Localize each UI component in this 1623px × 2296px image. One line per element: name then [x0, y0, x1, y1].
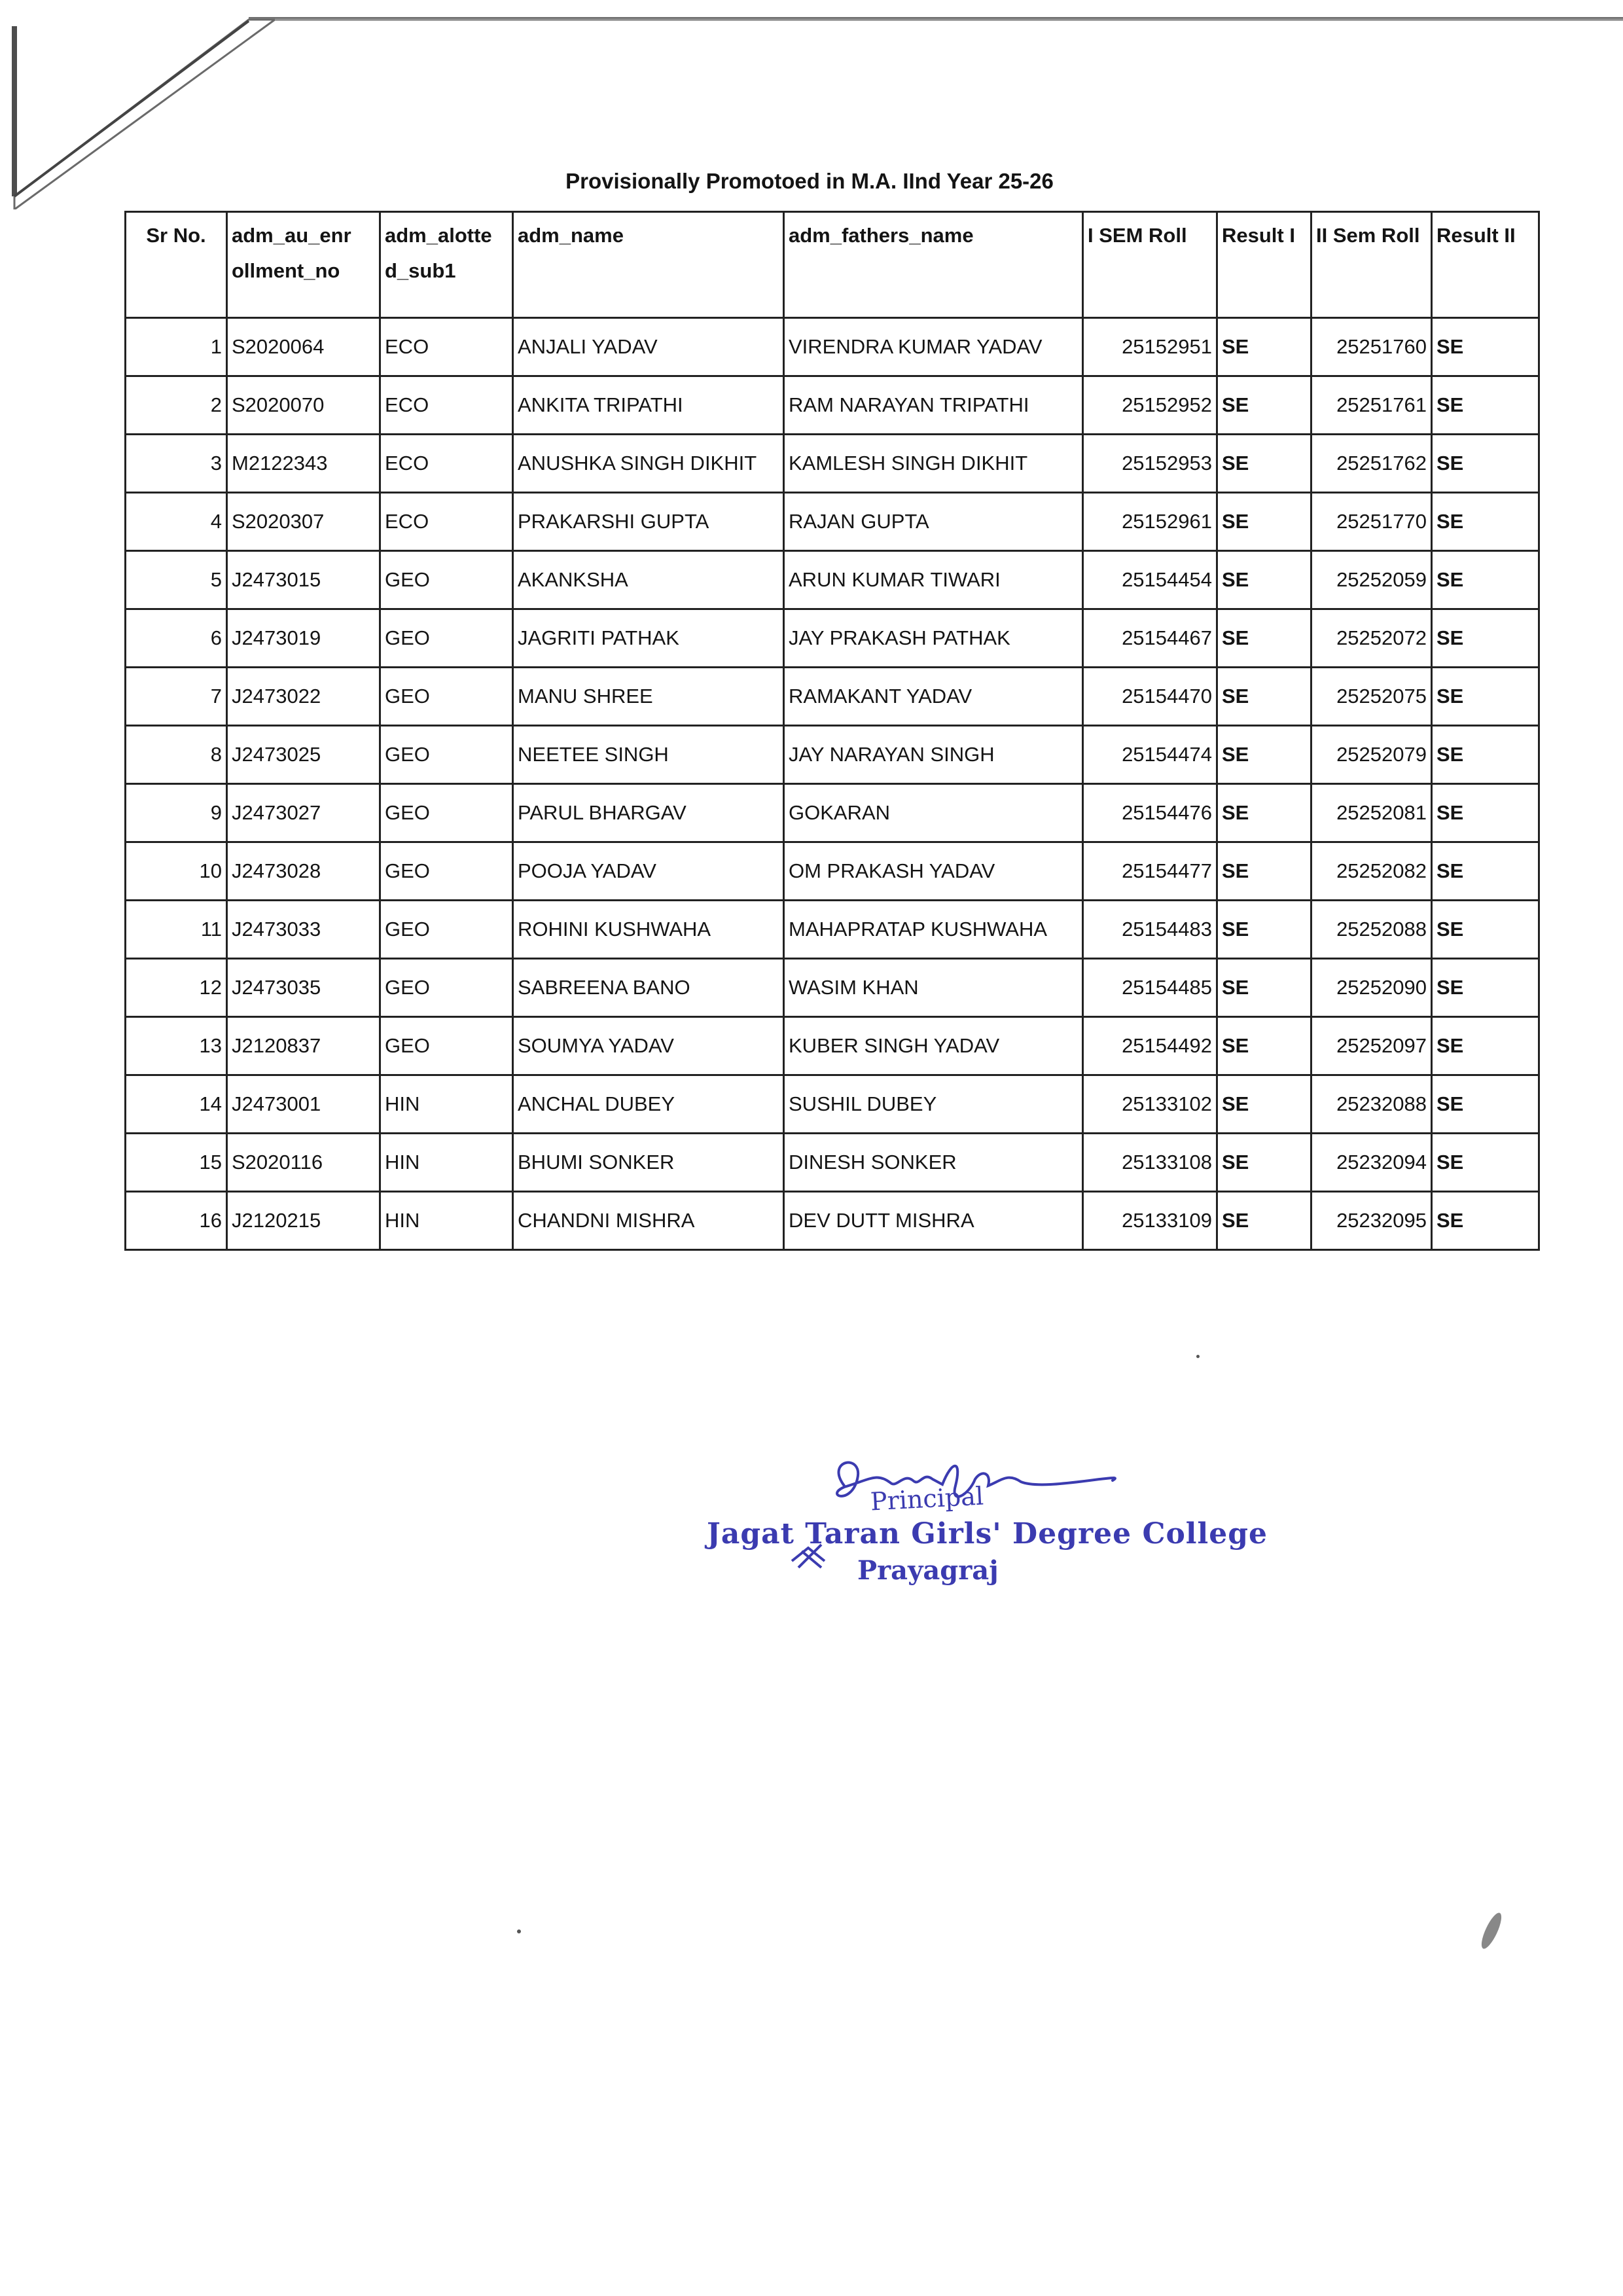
cell-sem1-roll: 25133109 — [1083, 1192, 1217, 1250]
table-row — [126, 376, 1539, 435]
cell-subject: ECO — [380, 318, 513, 376]
cell-result2: SE — [1432, 551, 1539, 609]
cell-sr-no: 12 — [126, 959, 227, 1017]
cell-sem1-roll: 25152952 — [1083, 376, 1217, 435]
cell-father-name: OM PRAKASH YADAV — [784, 842, 1083, 901]
cell-enrollment: J2473015 — [227, 551, 380, 609]
promotion-table — [124, 211, 1540, 1251]
cell-sem1-roll: 25154492 — [1083, 1017, 1217, 1075]
cell-sem1-roll: 25154483 — [1083, 901, 1217, 959]
cell-result2: SE — [1432, 1075, 1539, 1134]
cell-sr-no: 11 — [126, 901, 227, 959]
cell-name: MANU SHREE — [513, 668, 784, 726]
table-row — [126, 726, 1539, 784]
cell-sr-no: 3 — [126, 435, 227, 493]
cell-result1: SE — [1217, 959, 1311, 1017]
col-father-name: adm_fathers_name — [784, 212, 1083, 318]
cell-sem1-roll: 25154476 — [1083, 784, 1217, 842]
scan-edge-top — [249, 17, 1623, 21]
cell-enrollment: J2473001 — [227, 1075, 380, 1134]
cell-result2: SE — [1432, 609, 1539, 668]
cell-name: NEETEE SINGH — [513, 726, 784, 784]
cell-result1: SE — [1217, 842, 1311, 901]
cell-father-name: JAY PRAKASH PATHAK — [784, 609, 1083, 668]
cell-sem2-roll: 25252075 — [1311, 668, 1432, 726]
col-result2: Result II — [1432, 212, 1539, 318]
cell-subject: GEO — [380, 959, 513, 1017]
stamp-role: Principal — [869, 1481, 984, 1516]
cell-result1: SE — [1217, 784, 1311, 842]
cell-sem1-roll: 25152953 — [1083, 435, 1217, 493]
cell-father-name: RAJAN GUPTA — [784, 493, 1083, 551]
cell-result2: SE — [1432, 1192, 1539, 1250]
cell-name: CHANDNI MISHRA — [513, 1192, 784, 1250]
cell-subject: HIN — [380, 1192, 513, 1250]
cell-sr-no: 8 — [126, 726, 227, 784]
table-body — [126, 318, 1539, 1250]
cell-result1: SE — [1217, 1134, 1311, 1192]
cell-result1: SE — [1217, 609, 1311, 668]
cell-subject: GEO — [380, 784, 513, 842]
cell-name: AKANKSHA — [513, 551, 784, 609]
cell-name: BHUMI SONKER — [513, 1134, 784, 1192]
col-name: adm_name — [513, 212, 784, 318]
cell-result1: SE — [1217, 376, 1311, 435]
col-sr-no: Sr No. — [126, 212, 227, 318]
cell-sem2-roll: 25252082 — [1311, 842, 1432, 901]
page-title: Provisionally Promotoed in M.A. IInd Year 25-26 — [565, 169, 1054, 193]
cell-result2: SE — [1432, 668, 1539, 726]
cell-enrollment: S2020307 — [227, 493, 380, 551]
cell-sem1-roll: 25154470 — [1083, 668, 1217, 726]
cell-result1: SE — [1217, 435, 1311, 493]
scan-speck — [517, 1929, 521, 1933]
cell-subject: GEO — [380, 551, 513, 609]
table-row — [126, 435, 1539, 493]
cell-sem2-roll: 25232088 — [1311, 1075, 1432, 1134]
cell-enrollment: S2020070 — [227, 376, 380, 435]
cell-name: SOUMYA YADAV — [513, 1017, 784, 1075]
cell-father-name: DEV DUTT MISHRA — [784, 1192, 1083, 1250]
cell-enrollment: J2473025 — [227, 726, 380, 784]
cell-sr-no: 5 — [126, 551, 227, 609]
cell-sem2-roll: 25251760 — [1311, 318, 1432, 376]
cell-result1: SE — [1217, 901, 1311, 959]
cell-sem1-roll: 25133108 — [1083, 1134, 1217, 1192]
cell-enrollment: J2473027 — [227, 784, 380, 842]
cell-sem1-roll: 25154485 — [1083, 959, 1217, 1017]
cell-subject: ECO — [380, 435, 513, 493]
cell-subject: GEO — [380, 668, 513, 726]
cell-result2: SE — [1432, 1017, 1539, 1075]
cell-father-name: MAHAPRATAP KUSHWAHA — [784, 901, 1083, 959]
cell-subject: GEO — [380, 1017, 513, 1075]
cell-result2: SE — [1432, 1134, 1539, 1192]
cell-result2: SE — [1432, 318, 1539, 376]
cell-name: PARUL BHARGAV — [513, 784, 784, 842]
table-row — [126, 493, 1539, 551]
cell-enrollment: J2120837 — [227, 1017, 380, 1075]
table-row — [126, 668, 1539, 726]
cell-sem2-roll: 25252097 — [1311, 1017, 1432, 1075]
cell-sr-no: 2 — [126, 376, 227, 435]
cell-subject: GEO — [380, 609, 513, 668]
cell-sem1-roll: 25154467 — [1083, 609, 1217, 668]
table-row — [126, 959, 1539, 1017]
cell-sr-no: 7 — [126, 668, 227, 726]
cell-father-name: SUSHIL DUBEY — [784, 1075, 1083, 1134]
cell-subject: GEO — [380, 726, 513, 784]
cell-sem2-roll: 25251770 — [1311, 493, 1432, 551]
cell-result2: SE — [1432, 435, 1539, 493]
cell-name: PRAKARSHI GUPTA — [513, 493, 784, 551]
cell-father-name: WASIM KHAN — [784, 959, 1083, 1017]
cell-sem2-roll: 25252079 — [1311, 726, 1432, 784]
table-row — [126, 318, 1539, 376]
cell-result2: SE — [1432, 376, 1539, 435]
table-row — [126, 901, 1539, 959]
cell-sem2-roll: 25252088 — [1311, 901, 1432, 959]
cell-result1: SE — [1217, 1017, 1311, 1075]
cell-sem1-roll: 25154454 — [1083, 551, 1217, 609]
cell-sr-no: 1 — [126, 318, 227, 376]
table-row — [126, 784, 1539, 842]
cell-result2: SE — [1432, 784, 1539, 842]
cell-name: ANKITA TRIPATHI — [513, 376, 784, 435]
cell-father-name: GOKARAN — [784, 784, 1083, 842]
cell-sr-no: 16 — [126, 1192, 227, 1250]
cell-sem1-roll: 25133102 — [1083, 1075, 1217, 1134]
cell-enrollment: J2473019 — [227, 609, 380, 668]
cell-father-name: RAM NARAYAN TRIPATHI — [784, 376, 1083, 435]
cell-sem2-roll: 25252059 — [1311, 551, 1432, 609]
cell-father-name: VIRENDRA KUMAR YADAV — [784, 318, 1083, 376]
cell-result1: SE — [1217, 1075, 1311, 1134]
cell-sem2-roll: 25251762 — [1311, 435, 1432, 493]
cell-sr-no: 4 — [126, 493, 227, 551]
table-row — [126, 1134, 1539, 1192]
cell-enrollment: M2122343 — [227, 435, 380, 493]
table-row — [126, 551, 1539, 609]
cell-name: POOJA YADAV — [513, 842, 784, 901]
cell-result2: SE — [1432, 842, 1539, 901]
scan-speck — [1478, 1910, 1505, 1951]
col-sem1-roll: I SEM Roll — [1083, 212, 1217, 318]
cell-enrollment: J2473033 — [227, 901, 380, 959]
cell-name: ANCHAL DUBEY — [513, 1075, 784, 1134]
col-subject: adm_alotte d_sub1 — [380, 212, 513, 318]
cell-enrollment: S2020064 — [227, 318, 380, 376]
cell-enrollment: S2020116 — [227, 1134, 380, 1192]
cell-enrollment: J2120215 — [227, 1192, 380, 1250]
cell-result1: SE — [1217, 1192, 1311, 1250]
cell-result1: SE — [1217, 551, 1311, 609]
table-header-row — [126, 212, 1539, 318]
cell-father-name: KAMLESH SINGH DIKHIT — [784, 435, 1083, 493]
cell-sem1-roll: 25152961 — [1083, 493, 1217, 551]
col-sem2-roll: II Sem Roll — [1311, 212, 1432, 318]
cell-result2: SE — [1432, 726, 1539, 784]
table-row — [126, 1075, 1539, 1134]
cell-sr-no: 14 — [126, 1075, 227, 1134]
scan-speck — [1196, 1355, 1200, 1358]
cell-sr-no: 13 — [126, 1017, 227, 1075]
cell-sem2-roll: 25252090 — [1311, 959, 1432, 1017]
cell-name: SABREENA BANO — [513, 959, 784, 1017]
cell-name: ROHINI KUSHWAHA — [513, 901, 784, 959]
cell-sem2-roll: 25232095 — [1311, 1192, 1432, 1250]
cell-sr-no: 6 — [126, 609, 227, 668]
cell-subject: GEO — [380, 901, 513, 959]
cell-father-name: KUBER SINGH YADAV — [784, 1017, 1083, 1075]
cell-result2: SE — [1432, 959, 1539, 1017]
col-enrollment: adm_au_enr ollment_no — [227, 212, 380, 318]
cell-name: ANJALI YADAV — [513, 318, 784, 376]
cell-result1: SE — [1217, 668, 1311, 726]
cell-result1: SE — [1217, 726, 1311, 784]
cell-sr-no: 15 — [126, 1134, 227, 1192]
cell-name: JAGRITI PATHAK — [513, 609, 784, 668]
cell-enrollment: J2473028 — [227, 842, 380, 901]
cell-sem2-roll: 25251761 — [1311, 376, 1432, 435]
cell-subject: ECO — [380, 376, 513, 435]
cell-result2: SE — [1432, 901, 1539, 959]
stamp-city: Prayagraj — [857, 1555, 999, 1586]
cell-sem1-roll: 25154474 — [1083, 726, 1217, 784]
cell-subject: HIN — [380, 1134, 513, 1192]
cell-enrollment: J2473022 — [227, 668, 380, 726]
cell-father-name: JAY NARAYAN SINGH — [784, 726, 1083, 784]
cell-sem2-roll: 25252081 — [1311, 784, 1432, 842]
col-result1: Result I — [1217, 212, 1311, 318]
cell-sem1-roll: 25152951 — [1083, 318, 1217, 376]
cell-sr-no: 10 — [126, 842, 227, 901]
cell-father-name: RAMAKANT YADAV — [784, 668, 1083, 726]
table-row — [126, 1192, 1539, 1250]
cell-name: ANUSHKA SINGH DIKHIT — [513, 435, 784, 493]
cell-subject: ECO — [380, 493, 513, 551]
table-row — [126, 1017, 1539, 1075]
cell-father-name: ARUN KUMAR TIWARI — [784, 551, 1083, 609]
table-row — [126, 609, 1539, 668]
table-row — [126, 842, 1539, 901]
cell-sem2-roll: 25252072 — [1311, 609, 1432, 668]
cell-subject: GEO — [380, 842, 513, 901]
cell-sem1-roll: 25154477 — [1083, 842, 1217, 901]
cell-result1: SE — [1217, 493, 1311, 551]
stamp-college: Jagat Taran Girls' Degree College — [707, 1517, 1268, 1551]
cell-sem2-roll: 25232094 — [1311, 1134, 1432, 1192]
cell-result1: SE — [1217, 318, 1311, 376]
cell-subject: HIN — [380, 1075, 513, 1134]
cell-sr-no: 9 — [126, 784, 227, 842]
cell-result2: SE — [1432, 493, 1539, 551]
cell-enrollment: J2473035 — [227, 959, 380, 1017]
cell-father-name: DINESH SONKER — [784, 1134, 1083, 1192]
